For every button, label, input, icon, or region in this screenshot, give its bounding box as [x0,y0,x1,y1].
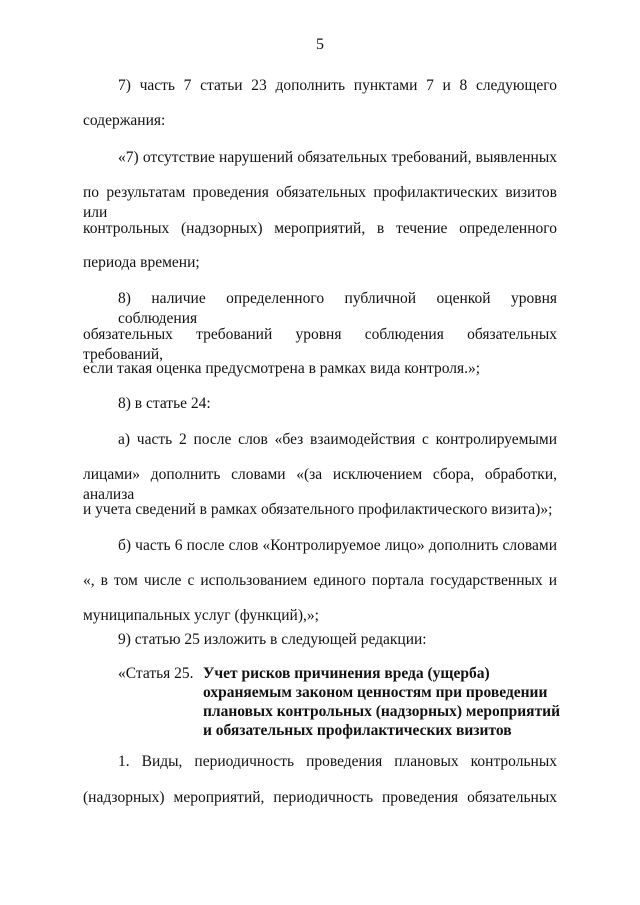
text-line: а) часть 2 после слов «без взаимодействия с контролируемыми [118,431,557,448]
article-label: «Статья 25. [118,665,194,682]
text-line: (надзорных) мероприятий, периодичность проведения обязательных [83,789,557,806]
text-line: и учета сведений в рамках обязательного профилактического визита)»; [83,501,553,518]
text-line: «, в том числе с использованием единого портала государственных и [83,572,557,589]
text-line: «7) отсутствие нарушений обязательных требований, выявленных [118,149,557,166]
text-line: муниципальных услуг (функций),»; [83,607,319,624]
text-line: лицами» дополнить словами «(за исключением сбора, обработки, анализа [83,466,557,503]
text-line: 8) в статье 24: [118,395,211,412]
text-line: обязательных требований уровня соблюдения обязательных требований, [83,326,557,363]
text-line: по результатам проведения обязательных профилактических визитов или [83,184,557,221]
text-line: 7) часть 7 статьи 23 дополнить пунктами 7 и 8 следующего [118,77,557,94]
text-line: содержания: [83,112,166,129]
text-line: 9) статью 25 изложить в следующей редакции: [118,631,427,648]
text-line: если такая оценка предусмотрена в рамках вида контроля.»; [83,360,481,377]
article-title [203,664,560,740]
text-line: контрольных (надзорных) мероприятий, в течение определенного [83,220,557,237]
text-line: 1. Виды, периодичность проведения плановых контрольных [118,753,557,770]
article-title-line: и обязательных профилактических визитов [203,722,512,739]
article-title-line: Учет рисков причинения вреда (ущерба) [203,665,490,682]
article-title-line: плановых контрольных (надзорных) мероприятий [203,703,561,720]
text-line: периода времени; [83,254,200,271]
text-line: 8) наличие определенного публичной оценкой уровня соблюдения [118,290,557,327]
page-number: 5 [316,36,324,53]
text-line: б) часть 6 после слов «Контролируемое лицо» дополнить словами [118,537,557,554]
article-title-line: охраняемым законом ценностям при проведении [203,684,548,701]
